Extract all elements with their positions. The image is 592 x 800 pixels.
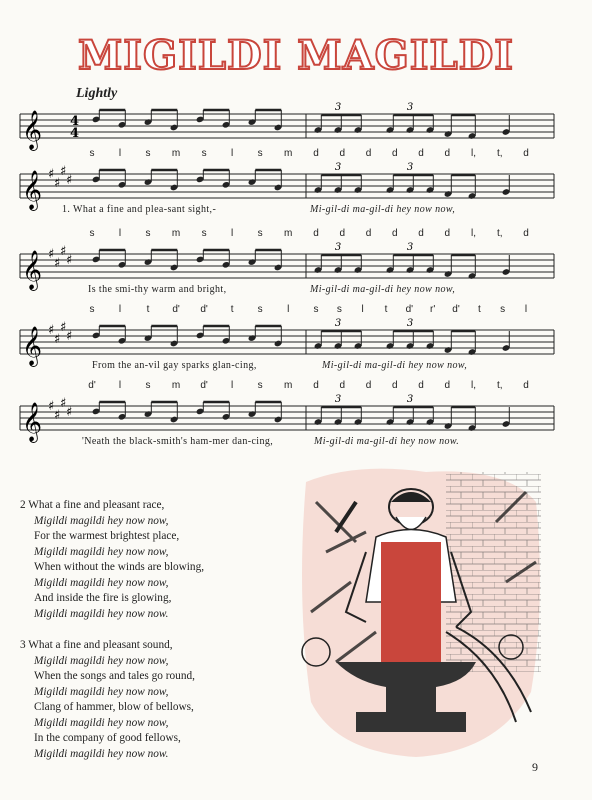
solfa-syllable: d' — [452, 304, 460, 315]
music-system-4 — [16, 304, 556, 376]
solfa-syllable: t, — [496, 148, 503, 159]
sharp-sign: ♯ — [66, 173, 73, 188]
blacksmith-illustration — [296, 462, 546, 762]
solfa-syllable: s — [145, 380, 151, 391]
verse-line: 3 What a fine and pleasant sound, — [20, 639, 173, 651]
lyric-2a: Is the smi-thy warm and bright, — [88, 284, 227, 295]
solfa-syllable: s — [257, 228, 263, 239]
solfa-syllable: l — [287, 304, 290, 315]
triplet-mark: 3 — [406, 394, 414, 405]
verse-line: 2 What a fine and pleasant race, — [20, 499, 165, 511]
solfa-syllable: m — [171, 228, 181, 239]
verse-line: Migildi magildi hey now now. — [34, 747, 169, 760]
solfa-syllable: d' — [172, 304, 180, 315]
treble-clef: 𝄞 — [22, 250, 43, 290]
verse-line: Migildi magildi hey now now. — [34, 607, 169, 620]
solfa-syllable: d — [313, 148, 319, 159]
sharp-sign: ♯ — [60, 244, 67, 259]
verses-block — [20, 498, 204, 762]
solfa-syllable: m — [284, 148, 293, 159]
solfa-syllable: d' — [405, 304, 414, 315]
solfa-syllable: d — [313, 228, 319, 239]
sharp-sign: ♯ — [54, 408, 61, 423]
solfa-syllable: s — [89, 148, 95, 159]
solfa-syllable: s — [313, 304, 319, 315]
solfa-syllable: l — [231, 380, 234, 391]
apron — [381, 542, 441, 672]
lyric-1b: Mi-gil-di ma-gil-di hey now now, — [310, 204, 456, 215]
solfa-syllable: s — [257, 380, 263, 391]
triplet-mark: 3 — [334, 242, 342, 253]
solfa-syllable: d — [523, 148, 529, 159]
solfa-syllable: d — [418, 380, 424, 391]
verse-line: For the warmest brightest place, — [34, 530, 180, 542]
solfa-syllable: s — [257, 148, 263, 159]
music-system-5 — [16, 380, 556, 452]
solfa-syllable: d — [365, 228, 372, 239]
tempo-marking: Lightly — [76, 86, 118, 101]
solfa-syllable: r' — [430, 304, 436, 315]
sharp-sign: ♯ — [60, 320, 67, 335]
solfa-syllable: s — [145, 148, 151, 159]
treble-clef: 𝄞 — [22, 170, 43, 210]
solfa-syllable: d — [391, 148, 398, 159]
sharp-sign: ♯ — [54, 176, 61, 191]
solfa-syllable: d — [391, 380, 398, 391]
sharp-sign: ♯ — [66, 405, 73, 420]
solfa-syllable: l — [118, 148, 122, 159]
verse-gap — [20, 622, 204, 638]
solfa-syllable: t, — [496, 380, 503, 391]
triplet-mark: 3 — [406, 162, 414, 173]
sharp-sign: ♯ — [54, 256, 61, 271]
solfa-syllable: m — [171, 380, 181, 391]
sharp-sign: ♯ — [66, 253, 73, 268]
solfa-syllable: m — [171, 148, 181, 159]
solfa-syllable: t — [477, 304, 481, 315]
solfa-syllable: s — [500, 304, 506, 315]
solfa-syllable: d — [523, 380, 529, 391]
sharp-sign: ♯ — [48, 399, 55, 414]
lyric-1a: 1. What a fine and plea-sant sight,- — [62, 204, 217, 215]
solfa-syllable: m — [284, 380, 293, 391]
verse-line: Migildi magildi hey now now, — [34, 514, 169, 527]
solfa-syllable: s — [145, 228, 151, 239]
music-system-2 — [16, 148, 556, 220]
triplet-mark: 3 — [406, 242, 414, 253]
solfa-syllable: d' — [200, 304, 208, 315]
page-number: 9 — [532, 760, 538, 774]
verse-line: When without the winds are blowing, — [34, 561, 205, 573]
time-signature: 4 — [70, 114, 80, 129]
verse-line: In the company of good fellows, — [34, 732, 181, 744]
solfa-syllable: s — [201, 148, 207, 159]
solfa-syllable: d — [365, 380, 372, 391]
solfa-syllable: s — [89, 304, 95, 315]
treble-clef: 𝄞 — [22, 326, 43, 366]
solfa-syllable: d — [313, 380, 319, 391]
triplet-mark: 3 — [334, 162, 342, 173]
sharp-sign: ♯ — [54, 332, 61, 347]
verse-line: When the songs and tales go round, — [34, 670, 195, 682]
treble-clef: 𝄞 — [22, 110, 43, 150]
sharp-sign: ♯ — [48, 323, 55, 338]
sharp-sign: ♯ — [48, 167, 55, 182]
solfa-syllable: d — [523, 228, 529, 239]
solfa-syllable: d — [339, 228, 346, 239]
treble-clef: 𝄞 — [22, 402, 43, 442]
solfa-syllable: d — [444, 228, 451, 239]
solfa-syllable: d — [418, 228, 424, 239]
solfa-syllable: l, — [471, 148, 476, 159]
solfa-syllable: t — [146, 304, 150, 315]
verse-line: Migildi magildi hey now now, — [34, 716, 169, 729]
solfa-syllable: d — [444, 148, 451, 159]
time-signature: 4 — [70, 126, 80, 141]
music-system-3 — [16, 228, 556, 300]
lyric-4b: Mi-gil-di ma-gil-di hey now now. — [314, 436, 460, 447]
solfa-syllable: d — [365, 148, 372, 159]
solfa-syllable: d — [444, 380, 451, 391]
solfa-syllable: l — [231, 228, 234, 239]
solfa-syllable: d — [391, 228, 398, 239]
solfa-syllable: d — [339, 380, 346, 391]
solfa-syllable: l — [118, 380, 122, 391]
sharp-sign: ♯ — [48, 247, 55, 262]
solfa-syllable: d — [339, 148, 346, 159]
solfa-syllable: l — [231, 148, 234, 159]
solfa-syllable: t — [230, 304, 234, 315]
solfa-syllable: t, — [496, 228, 503, 239]
triplet-mark: 3 — [334, 318, 342, 329]
solfa-syllable: l — [118, 304, 122, 315]
solfa-syllable: l — [524, 304, 528, 315]
solfa-syllable: d — [418, 148, 424, 159]
song-title: MIGILDI MAGILDI — [77, 32, 514, 79]
verse-line: And inside the fire is glowing, — [34, 592, 172, 604]
lyric-2b: Mi-gil-di ma-gil-di hey now now, — [310, 284, 456, 295]
solfa-syllable: d' — [88, 380, 96, 391]
solfa-syllable: s — [89, 228, 95, 239]
verse-line: Migildi magildi hey now now, — [34, 576, 169, 589]
verse-line: Migildi magildi hey now now, — [34, 685, 169, 698]
solfa-syllable: t — [384, 304, 388, 315]
solfa-syllable: m — [284, 228, 293, 239]
verse-line: Migildi magildi hey now now, — [34, 654, 169, 667]
solfa-syllable: s — [201, 228, 207, 239]
lyric-3b: Mi-gil-di ma-gil-di hey now now, — [322, 360, 468, 371]
lyric-3a: From the an-vil gay sparks glan-cing, — [92, 360, 257, 371]
solfa-syllable: l — [361, 304, 364, 315]
sharp-sign: ♯ — [60, 164, 67, 179]
solfa-syllable: s — [257, 304, 263, 315]
solfa-syllable: l — [118, 228, 122, 239]
sharp-sign: ♯ — [66, 329, 73, 344]
solfa-syllable: l, — [471, 380, 476, 391]
triplet-mark: 3 — [406, 318, 414, 329]
lyric-4a: 'Neath the black-smith's ham-mer dan-cing, — [82, 436, 274, 447]
solfa-syllable: d' — [200, 380, 208, 391]
triplet-mark: 3 — [334, 102, 342, 113]
verse-line: Clang of hammer, blow of bellows, — [34, 701, 194, 713]
sharp-sign: ♯ — [60, 396, 67, 411]
verse-line: Migildi magildi hey now now, — [34, 545, 169, 558]
solfa-syllable: l, — [471, 228, 476, 239]
triplet-mark: 3 — [334, 394, 342, 405]
solfa-syllable: s — [336, 304, 342, 315]
triplet-mark: 3 — [406, 102, 414, 113]
